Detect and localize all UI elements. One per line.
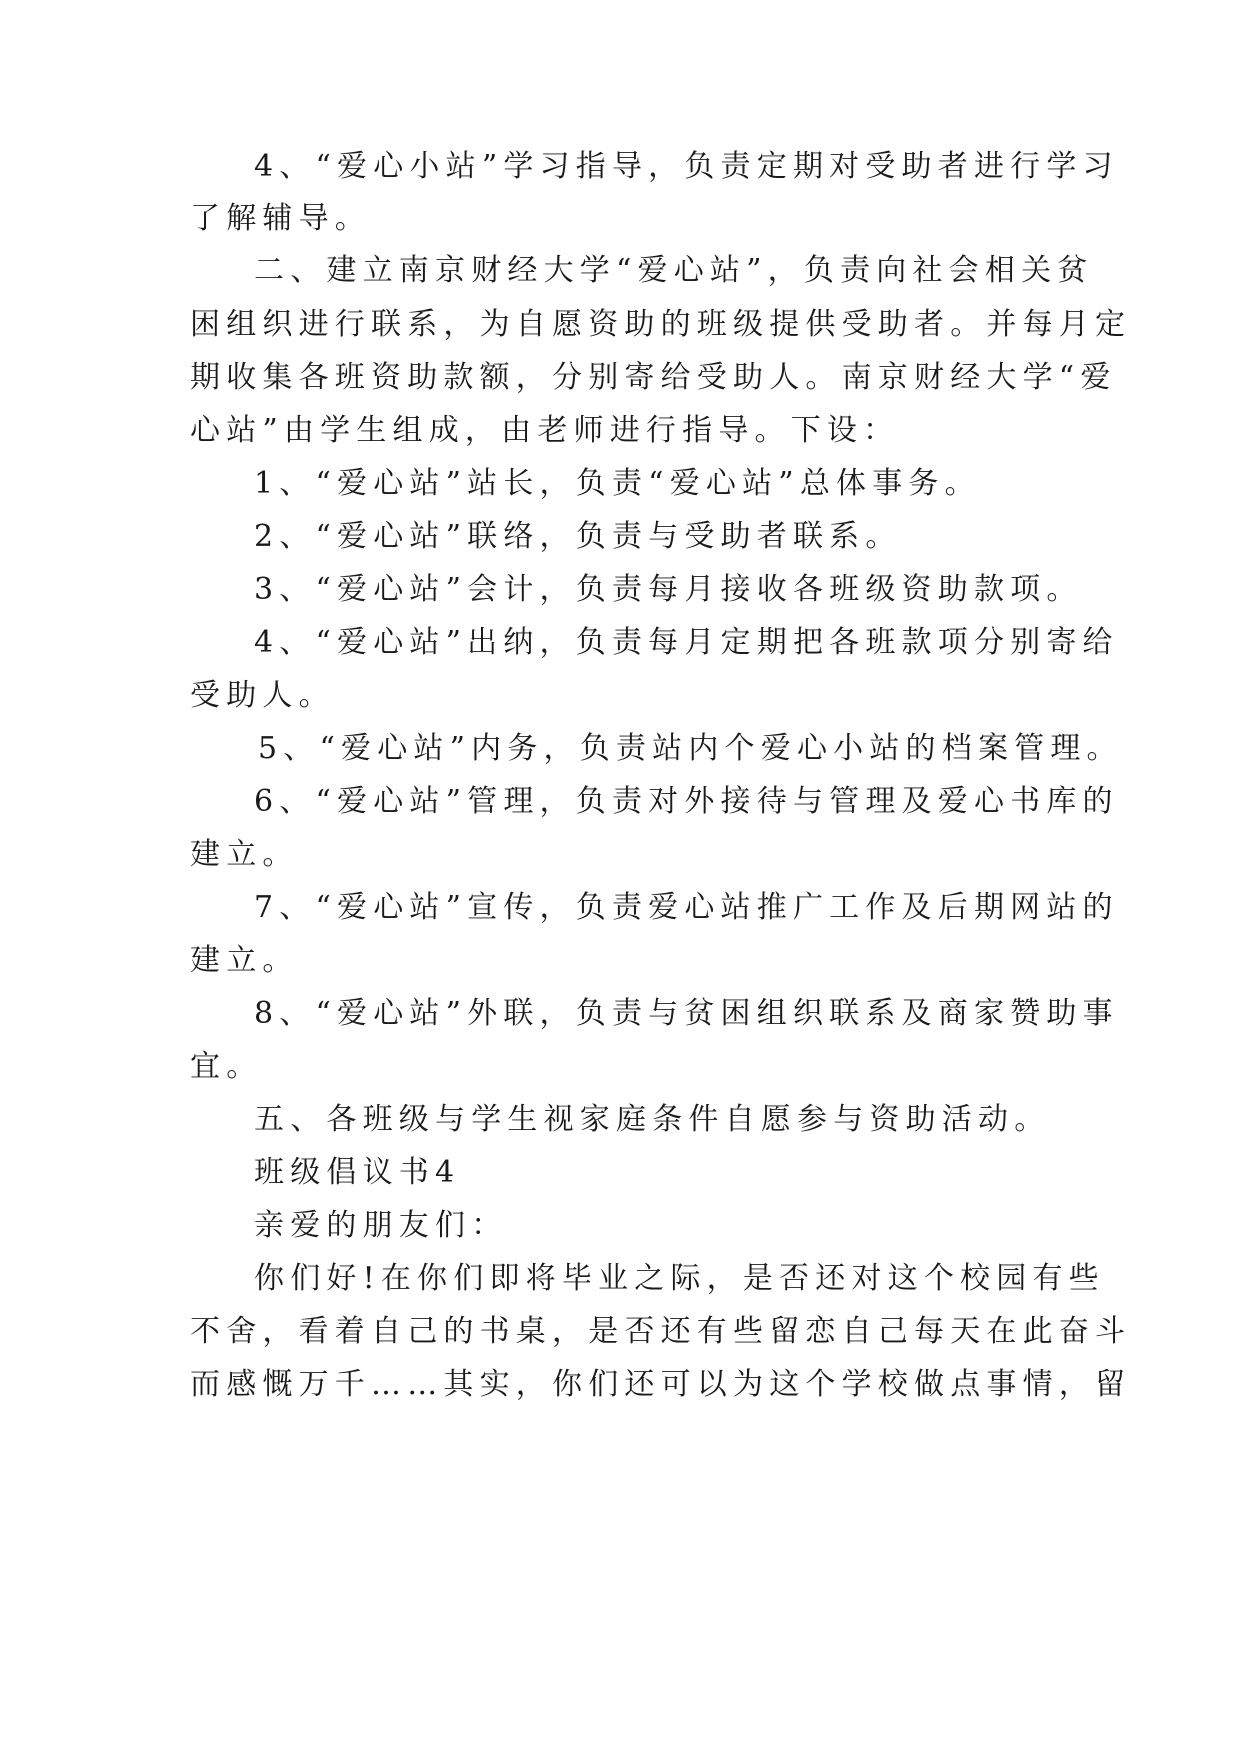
paragraph-line: 五、各班级与学生视家庭条件自愿参与资助活动。 [254, 1102, 1051, 1137]
paragraph-line: 7、“爱心站”宣传，负责爱心站推广工作及后期网站的 [254, 890, 1119, 925]
paragraph-line: 二、建立南京财经大学“爱心站”，负责向社会相关贫 [254, 253, 1094, 288]
paragraph-line: 8、“爱心站”外联，负责与贫困组织联系及商家赞助事 [254, 996, 1119, 1031]
paragraph-line: 3、“爱心站”会计，负责每月接收各班级资助款项。 [254, 572, 1083, 607]
paragraph-line: 4、“爱心小站”学习指导，负责定期对受助者进行学习 [254, 149, 1119, 184]
paragraph-line: 期收集各班资助款额，分别寄给受助人。南京财经大学“爱 [190, 360, 1117, 395]
paragraph-line: 6、“爱心站”管理，负责对外接待与管理及爱心书库的 [254, 784, 1119, 819]
paragraph-line: 受助人。 [190, 678, 335, 713]
paragraph-line: 心站”由学生组成，由老师进行指导。下设： [190, 413, 900, 448]
paragraph-line: 5、“爱心站”内务，负责站内个爱心小站的档案管理。 [258, 731, 1123, 766]
paragraph-line: 而感慨万千……其实，你们还可以为这个学校做点事情，留 [190, 1367, 1132, 1402]
paragraph-line: 了解辅导。 [190, 201, 371, 236]
paragraph-line: 困组织进行联系，为自愿资助的班级提供受助者。并每月定 [190, 307, 1132, 342]
paragraph-line: 宜。 [190, 1049, 263, 1084]
paragraph-line: 不舍，看着自己的书桌，是否还有些留恋自己每天在此奋斗 [190, 1314, 1132, 1349]
section-heading: 班级倡议书4 [254, 1155, 461, 1190]
paragraph-line: 建立。 [190, 943, 299, 978]
paragraph-line: 1、“爱心站”站长，负责“爱心站”总体事务。 [254, 466, 981, 501]
salutation: 亲爱的朋友们： [254, 1208, 508, 1243]
paragraph-line: 2、“爱心站”联络，负责与受助者联系。 [254, 519, 902, 554]
paragraph-line: 你们好!在你们即将毕业之际，是否还对这个校园有些 [254, 1261, 1105, 1296]
paragraph-line: 4、“爱心站”出纳，负责每月定期把各班款项分别寄给 [254, 625, 1119, 660]
paragraph-line: 建立。 [190, 837, 299, 872]
